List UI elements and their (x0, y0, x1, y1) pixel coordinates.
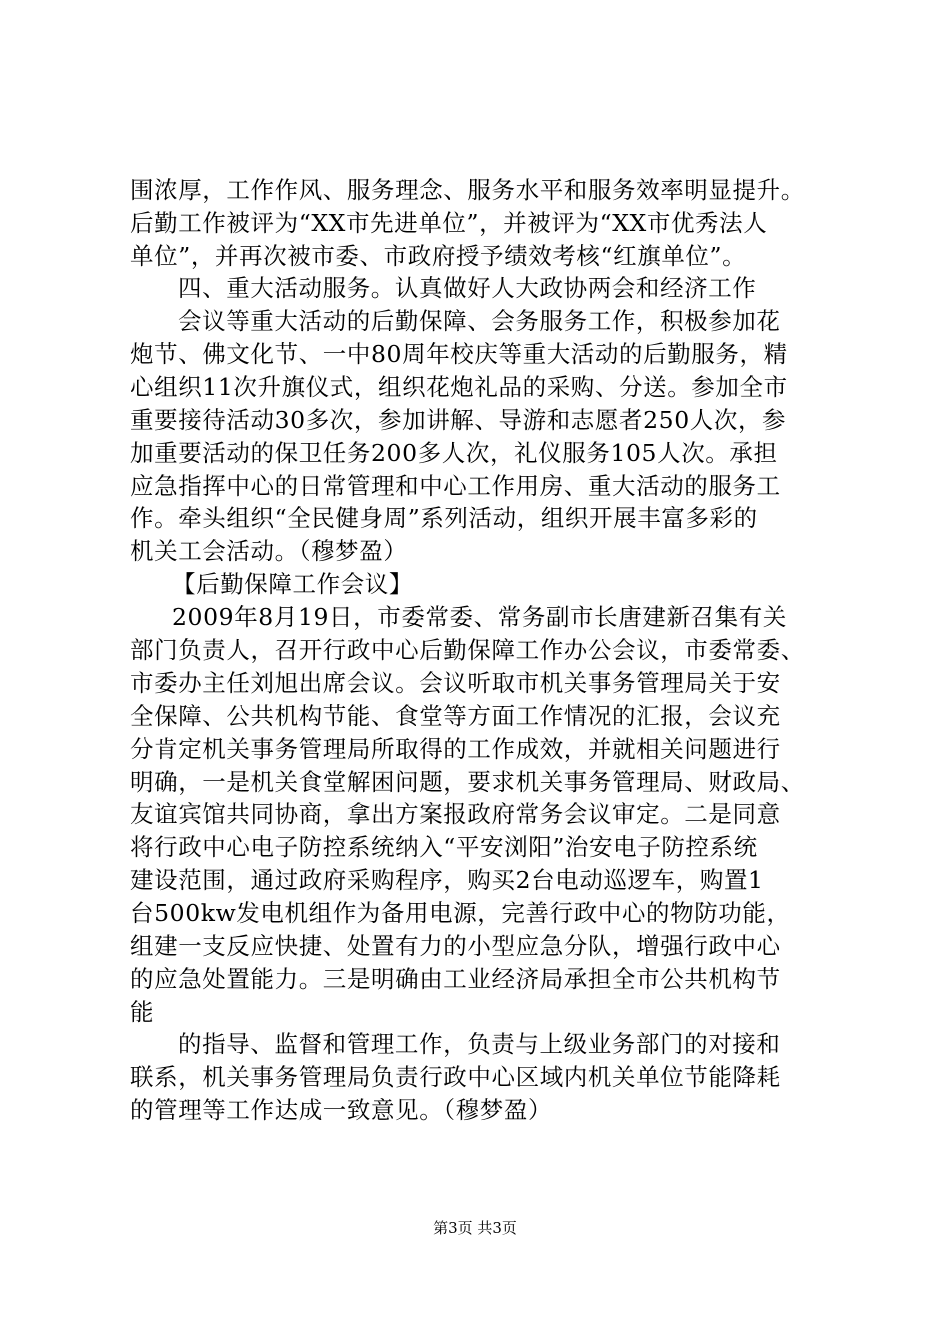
text-line: 的应急处置能力。三是明确由工业经济局承担全市公共机构节 (130, 965, 781, 993)
text-line: 部门负责人，召开行政中心后勤保障工作办公会议，市委常委、 (130, 636, 805, 664)
text-line: 的管理等工作达成一致意见。（穆梦盈） (130, 1096, 553, 1124)
text-line: 市委办主任刘旭出席会议。会议听取市机关事务管理局关于安 (130, 669, 781, 697)
text-line: 联系，机关事务管理局负责行政中心区域内机关单位节能降耗 (130, 1063, 781, 1091)
text-line: 应急指挥中心的日常管理和中心工作用房、重大活动的服务工 (130, 472, 781, 500)
text-line: 单位”，并再次被市委、市政府授予绩效考核“红旗单位”。 (130, 242, 747, 270)
text-line: 机关工会活动。（穆梦盈） (130, 537, 408, 565)
text-line: 台500kw发电机组作为备用电源，完善行政中心的物防功能， (130, 899, 791, 927)
text-line: 建设范围，通过政府采购程序，购买2台电动巡逻车，购置1 (130, 866, 764, 894)
text-line: 2009年8月19日，市委常委、常务副市长唐建新召集有关 (172, 603, 787, 631)
section-heading-line: 四、重大活动服务。认真做好人大政协两会和经济工作 (178, 274, 757, 302)
text-line: 作。牵头组织“全民健身周”系列活动，组织开展丰富多彩的 (130, 504, 758, 532)
text-line: 能 (130, 998, 155, 1026)
page-footer: 第3页 共3页 (433, 1219, 517, 1237)
text-line: 的指导、监督和管理工作，负责与上级业务部门的对接和 (178, 1030, 781, 1058)
text-line: 会议等重大活动的后勤保障、会务服务工作，积极参加花 (178, 307, 781, 335)
text-line: 炮节、佛文化节、一中80周年校庆等重大活动的后勤服务，精 (130, 340, 788, 368)
section-title: 【后勤保障工作会议】 (172, 570, 413, 598)
text-line: 明确，一是机关食堂解困问题，要求机关事务管理局、财政局、 (130, 768, 805, 796)
text-line: 重要接待活动30多次，参加讲解、导游和志愿者250人次，参 (130, 406, 787, 434)
text-line: 组建一支反应快捷、处置有力的小型应急分队，增强行政中心 (130, 932, 781, 960)
text-line: 全保障、公共机构节能、食堂等方面工作情况的汇报，会议充 (130, 702, 781, 730)
text-line: 将行政中心电子防控系统纳入“平安浏阳”治安电子防控系统 (130, 833, 758, 861)
text-line: 加重要活动的保卫任务200多人次，礼仪服务105人次。承担 (130, 439, 778, 467)
text-line: 分肯定机关事务管理局所取得的工作成效，并就相关问题进行 (130, 735, 781, 763)
text-line: 围浓厚，工作作风、服务理念、服务水平和服务效率明显提升。 (130, 176, 805, 204)
text-line: 心组织11次升旗仪式，组织花炮礼品的采购、分送。参加全市 (130, 373, 788, 401)
text-line: 友谊宾馆共同协商，拿出方案报政府常务会议审定。二是同意 (130, 800, 781, 828)
text-line: 后勤工作被评为“XX市先进单位”，并被评为“XX市优秀法人 (130, 209, 768, 237)
